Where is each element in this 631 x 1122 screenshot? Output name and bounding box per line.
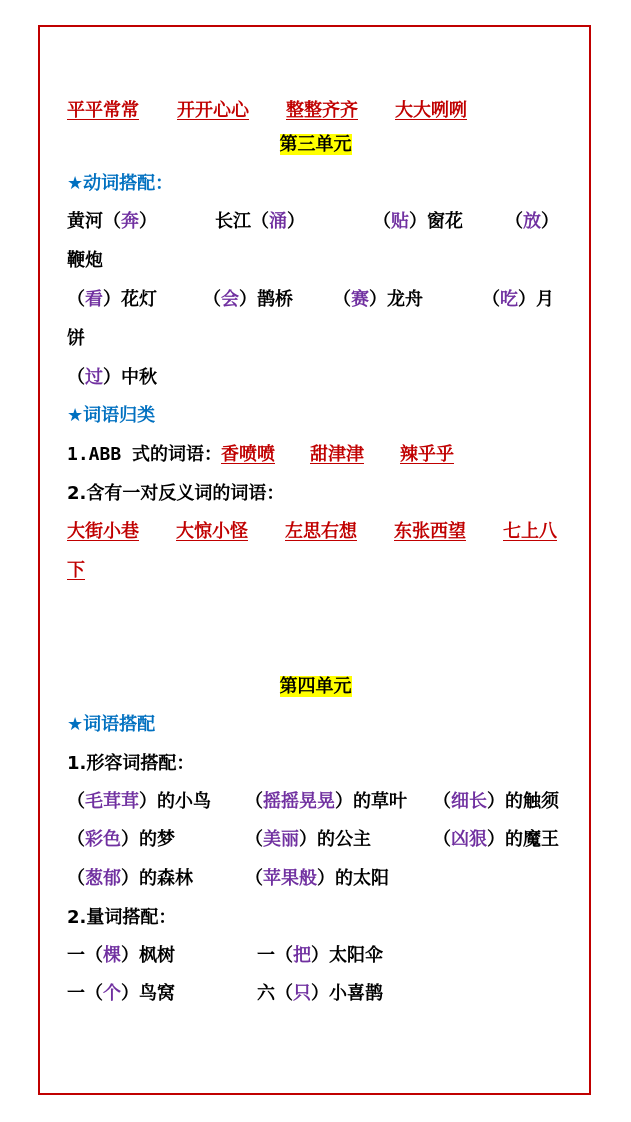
antonym-word: 大惊小怪 — [176, 521, 248, 542]
unit4-title: 第四单元 — [279, 676, 352, 697]
unit3-title: 第三单元 — [279, 134, 352, 155]
unit4-title-row — [0, 675, 631, 699]
abb-label: 1.ABB 式的词语： — [67, 444, 223, 465]
antonym-word: 七上八 — [503, 521, 557, 542]
adj-pair: （苹果般）的太阳 — [245, 868, 389, 889]
antonym-word: 大街小巷 — [67, 521, 139, 542]
antonym-word: 东张西望 — [394, 521, 466, 542]
abb-word: 甜津津 — [310, 444, 364, 465]
adj-pair: （美丽）的公主 — [245, 829, 371, 850]
adj-pair: （葱郁）的森林 — [67, 868, 193, 889]
classify-section-heading: ★词语归类 — [67, 405, 156, 426]
verb-row-wrap: 饼 — [67, 328, 85, 349]
adj-pair: （彩色）的梦 — [67, 829, 175, 850]
antonym-row-wrap — [67, 559, 85, 583]
antonym-word: 左思右想 — [285, 521, 357, 542]
verb-pair: （会）鹊桥 — [203, 289, 293, 310]
verb-pair: （过）中秋 — [67, 367, 157, 388]
abb-word: 香喷喷 — [221, 444, 275, 465]
adj-pair: （毛茸茸）的小鸟 — [67, 791, 211, 812]
verb-pair: （赛）龙舟 — [333, 289, 423, 310]
verb-pair: （放） — [505, 211, 559, 232]
verb-section-heading: ★动词搭配： — [67, 173, 174, 194]
adj-pair: （摇摇晃晃）的草叶 — [245, 791, 407, 812]
idiom-word: 平平常常 — [67, 100, 139, 121]
measure-pair: 六（只）小喜鹊 — [257, 983, 383, 1004]
idiom-word: 开开心心 — [177, 100, 249, 121]
measure-label: 2.量词搭配： — [67, 907, 177, 928]
collocation-section-heading: ★词语搭配 — [67, 714, 156, 735]
adj-pair: （细长）的触须 — [433, 791, 559, 812]
verb-pair: （看）花灯 — [67, 289, 157, 310]
verb-pair: 长江（涌） — [215, 211, 305, 232]
measure-pair: 一（棵）枫树 — [67, 945, 175, 966]
verb-row-wrap: 鞭炮 — [67, 250, 103, 271]
idiom-word: 整整齐齐 — [286, 100, 358, 121]
verb-pair: 黄河（奔） — [67, 211, 157, 232]
verb-pair: （贴）窗花 — [373, 211, 463, 232]
antonym-word: 下 — [67, 560, 85, 581]
adj-label: 1.形容词搭配： — [67, 753, 195, 774]
verb-row — [67, 366, 157, 390]
abb-word: 辣乎乎 — [400, 444, 454, 465]
measure-pair: 一（个）鸟窝 — [67, 983, 175, 1004]
adj-pair: （凶狠）的魔王 — [433, 829, 559, 850]
unit3-title-row — [0, 133, 631, 157]
measure-pair: 一（把）太阳伞 — [257, 945, 383, 966]
idiom-word: 大大咧咧 — [395, 100, 467, 121]
antonym-label: 2.含有一对反义词的词语： — [67, 483, 285, 504]
verb-pair: （吃）月 — [482, 289, 554, 310]
